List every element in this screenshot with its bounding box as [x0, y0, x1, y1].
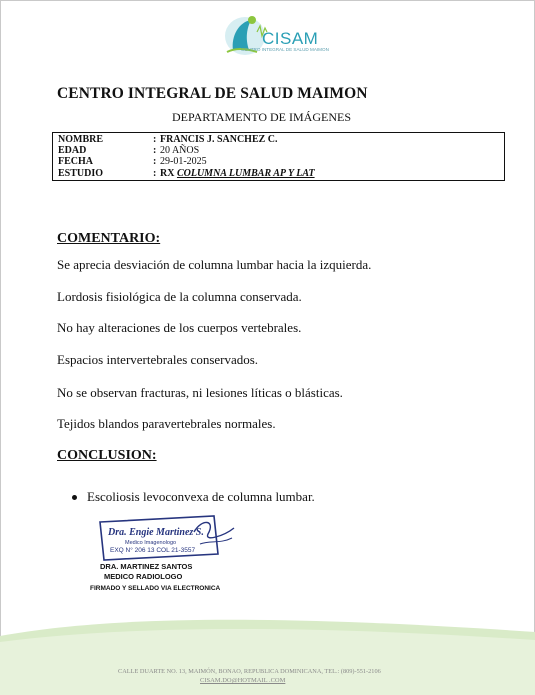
logo-subtitle: CENTRO INTEGRAL DE SALUD MAIMON [241, 47, 329, 52]
footer-email: CISAM.DO@HOTMAIL .COM [200, 677, 286, 684]
bullet-icon [72, 495, 77, 500]
stamp-doctor-name: Dra. Engie Martinez S. [108, 527, 204, 538]
study-type-value [160, 168, 315, 179]
comment-line: Espacios intervertebrales conservados. [57, 352, 259, 367]
stamp-exequatur: EXQ N° 206 13 COL 21-3557 [110, 547, 196, 554]
field-label: NOMBRE [58, 134, 103, 145]
footer-address: CALLE DUARTE NO. 13, MAIMÓN, BONAO, REPUBLICA DOMINICANA, TEL.: (809)-551-2106 [118, 668, 381, 675]
field-colon: : [153, 168, 157, 179]
signature-note: FIRMADO Y SELLADO VIA ELECTRONICA [90, 585, 221, 592]
study-name: COLUMNA LUMBAR AP Y LAT [176, 168, 315, 179]
patient-info-box [52, 132, 505, 181]
patient-age-value: 20 AÑOS [160, 145, 200, 156]
field-colon: : [153, 134, 157, 145]
signature-stamp-icon [96, 514, 238, 562]
field-label: EDAD [58, 145, 87, 156]
field-label: FECHA [58, 156, 93, 167]
conclusion-heading: CONCLUSION: [57, 448, 157, 463]
organization-title: CENTRO INTEGRAL DE SALUD MAIMON [57, 85, 368, 102]
study-prefix: RX [160, 168, 175, 179]
department-name: DEPARTAMENTO DE IMÁGENES [172, 110, 351, 124]
patient-name-value: FRANCIS J. SANCHEZ C. [160, 134, 278, 145]
stamp-role: Medico Imagenologo [125, 540, 177, 546]
comment-line: Se aprecia desviación de columna lumbar hacia la izquierda. [57, 257, 372, 272]
comment-line: No se observan fracturas, ni lesiones líticas o blásticas. [57, 385, 343, 400]
signer-name: DRA. MARTINEZ SANTOS [100, 562, 193, 571]
comment-line: Lordosis fisiológica de la columna conservada. [57, 289, 302, 304]
field-colon: : [153, 156, 157, 167]
comment-line: Tejidos blandos paravertebrales normales. [57, 416, 276, 431]
conclusion-text: Escoliosis levoconvexa de columna lumbar. [87, 489, 315, 504]
comment-line: No hay alteraciones de los cuerpos vertebrales. [57, 320, 302, 335]
field-label: ESTUDIO [58, 168, 104, 179]
signer-role: MEDICO RADIOLOGO [104, 572, 183, 581]
comment-heading: COMENTARIO: [57, 231, 161, 246]
field-colon: : [153, 145, 157, 156]
conclusion-item [72, 489, 315, 505]
study-date-value: 29-01-2025 [160, 156, 207, 167]
logo-name: CISAM [262, 29, 319, 48]
